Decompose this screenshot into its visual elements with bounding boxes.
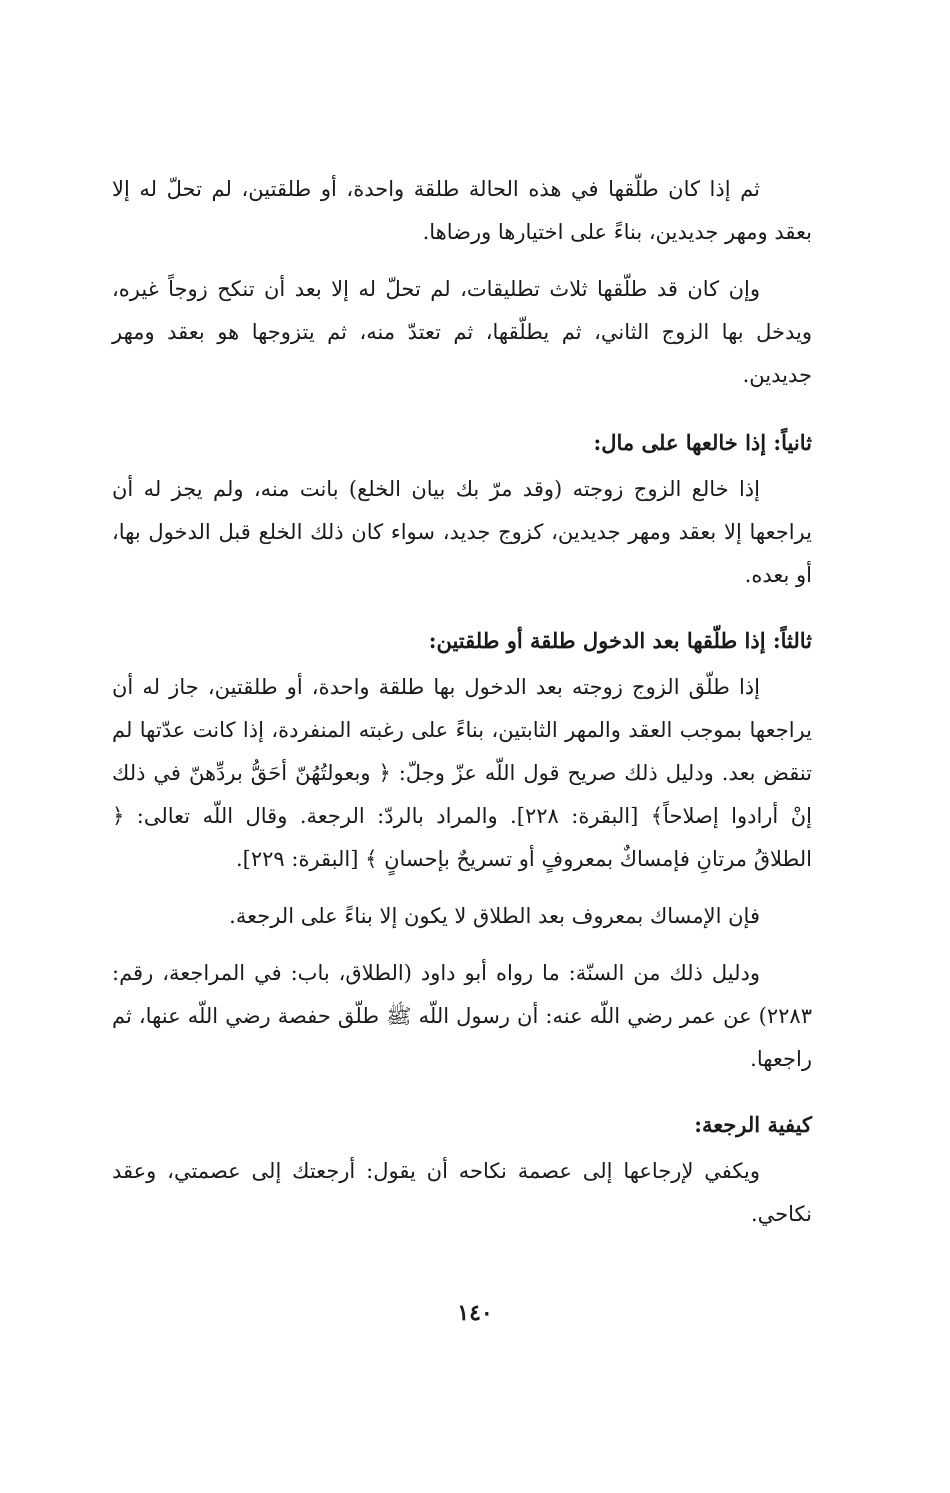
paragraph-khul: إذا خالع الزوج زوجته (وقد مرّ بك بيان الخلع) بانت منه، ولم يجز له أن يراجعها إلا بعقد ومهر جديدين، كزوج جديد، سواء كان ذلك الخلع قبل الدخول بها، أو بعده. [112, 477, 812, 587]
heading-how-to-revoke: كيفية الرجعة: [694, 1112, 812, 1137]
paragraph-sunnah-evidence: ودليل ذلك من السنّة: ما رواه أبو داود (الطلاق، باب: في المراجعة، رقم: ٢٢٨٣) عن عمر رضي اللّه عنه: أن رسول اللّه ﷺ طلّق حفصة رضي اللّه عنها، ثم راجعها. [112, 961, 812, 1071]
heading-after-consummation: ثالثاً: إذا طلّقها بعد الدخول طلقة أو طلقتين: [428, 628, 812, 653]
heading-khul: ثانياً: إذا خالعها على مال: [593, 430, 812, 455]
paragraph-revocation-formula: ويكفي لإرجاعها إلى عصمة نكاحه أن يقول: أرجعتك إلى عصمتي، وعقد نكاحي. [112, 1159, 812, 1226]
paragraph-divorce-one-or-two: ثم إذا كان طلّقها في هذه الحالة طلقة واحدة، أو طلقتين، لم تحلّ له إلا بعقد ومهر جديدين، بناءً على اختيارها ورضاها. [112, 177, 812, 244]
paragraph-divorce-three: وإن كان قد طلّقها ثلاث تطليقات، لم تحلّ له إلا بعد أن تنكح زوجاً غيره، ويدخل بها الزوج الثاني، ثم يطلّقها، ثم تعتدّ منه، ثم يتزوجها هو بعقد ومهر جديدين. [112, 277, 812, 387]
page-body [112, 168, 812, 1250]
paragraph-retention: فإن الإمساك بمعروف بعد الطلاق لا يكون إلا بناءً على الرجعة. [229, 904, 760, 928]
page-number: ١٤٠ [457, 1300, 493, 1326]
paragraph-revocation-evidence: إذا طلّق الزوج زوجته بعد الدخول بها طلقة واحدة، أو طلقتين، جاز له أن يراجعها بموجب العقد والمهر الثابتين، بناءً على رغبته المنفردة، إذا كانت عدّتها لم تنقض بعد. ودليل ذلك صريح قول اللّه عزّ وجلّ: ﴿ وبعولتُهُنّ أحَقُّ بردِّهنّ في ذلك إنْ أرادوا إصلاحاً﴾ [البقرة: ٢٢٨]. والمراد بالردّ: الرجعة. وقال اللّه تعالى: ﴿ الطلاقُ مرتانِ فإمساكٌ بمعروفٍ أو تسريحٌ بإحسانٍ ﴾ [البقرة: ٢٢٩]. [112, 675, 813, 871]
